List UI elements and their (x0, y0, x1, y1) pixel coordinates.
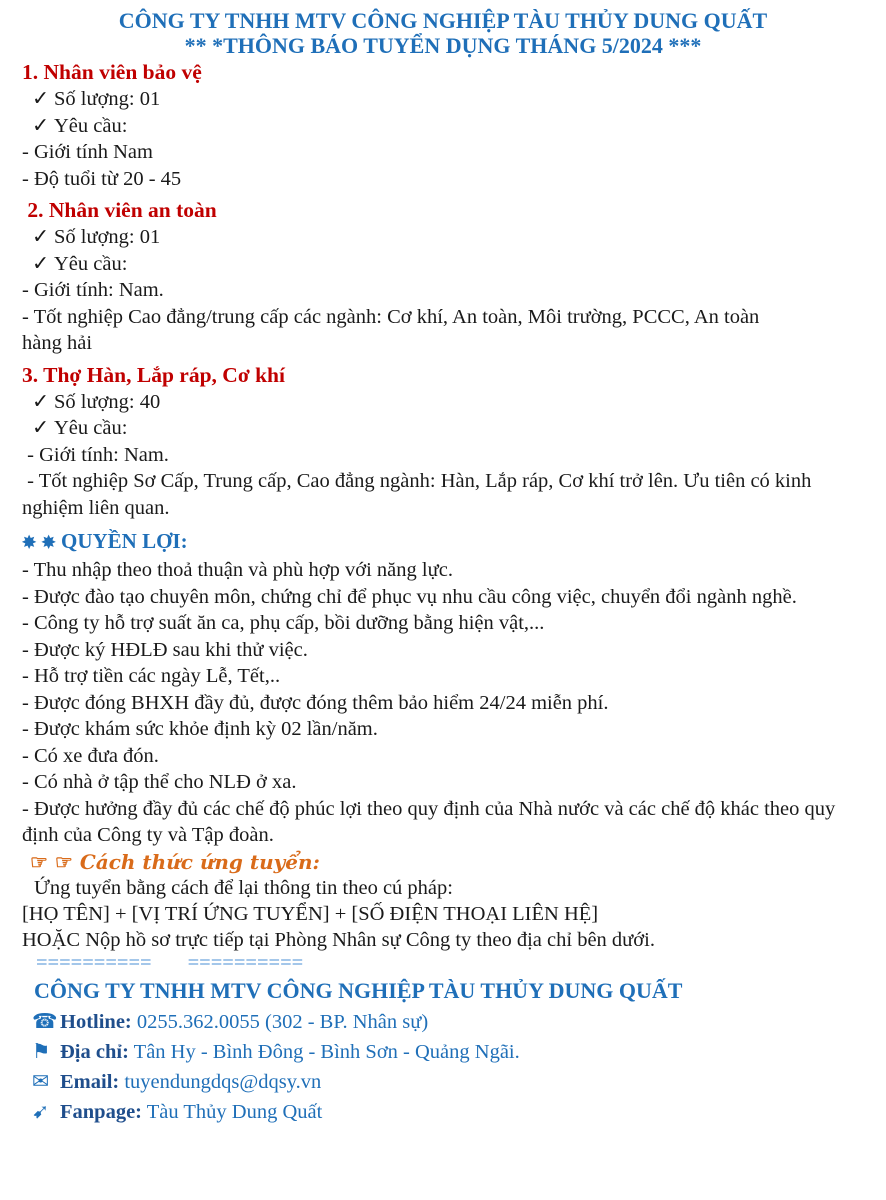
requirement: - Giới tính Nam (22, 141, 153, 163)
address-row (22, 1037, 886, 1067)
burst-icon: ✸ (41, 533, 56, 552)
pointing-hand-icon: ☞ (30, 849, 48, 874)
document-header (0, 0, 886, 58)
benefit-item: - Được ký HĐLĐ sau khi thử việc. (22, 638, 308, 661)
quantity: Số lượng: 01 (54, 88, 161, 110)
position-title: 2. Nhân viên an toàn (22, 198, 217, 222)
email-row (22, 1067, 886, 1097)
pointing-hand-icon: ☞ (54, 849, 73, 874)
quantity: Số lượng: 01 (54, 226, 161, 248)
requirement-label: Yêu cầu: (54, 114, 128, 137)
hotline-label: Hotline: (60, 1010, 132, 1033)
benefit-item: - Được khám sức khỏe định kỳ 02 lần/năm. (22, 718, 378, 740)
check-icon: ✓ (32, 226, 50, 248)
check-icon: ✓ (32, 88, 50, 110)
check-icon: ✓ (32, 417, 50, 439)
address-value: Tân Hy - Bình Đông - Bình Sơn - Quảng Ngãi. (133, 1040, 520, 1063)
benefit-item: - Được hưởng đầy đủ các chế độ phúc lợi theo quy định của Nhà nước và các chế độ khác theo quy định của Công ty và Tập đoàn. (22, 797, 836, 846)
notice-title: ** *THÔNG BÁO TUYỂN DỤNG THÁNG 5/2024 *** (184, 33, 702, 58)
footer-company-name: CÔNG TY TNHH MTV CÔNG NGHIỆP TÀU THỦY DUNG QUẤT (34, 977, 683, 1003)
fanpage-label: Fanpage: (60, 1100, 142, 1123)
apply-alternative: HOẶC Nộp hồ sơ trực tiếp tại Phòng Nhân sự Công ty theo địa chỉ bên dưới. (22, 928, 655, 951)
position-title: 1. Nhân viên bảo vệ (22, 60, 202, 84)
fanpage-row (22, 1097, 886, 1127)
footer-section (0, 975, 886, 1127)
benefit-item: - Hỗ trợ tiền các ngày Lễ, Tết,.. (22, 665, 281, 687)
benefit-item: - Được đóng BHXH đầy đủ, được đóng thêm bảo hiểm 24/24 miễn phí. (22, 691, 609, 714)
quantity: Số lượng: 40 (54, 390, 161, 413)
fanpage-value[interactable]: Tàu Thủy Dung Quất (146, 1100, 323, 1123)
phone-icon: ☎ (32, 1010, 58, 1033)
benefits-section (22, 527, 886, 849)
apply-instruction: Ứng tuyển bằng cách để lại thông tin theo cú pháp: (34, 876, 453, 899)
check-icon: ✓ (32, 390, 50, 413)
position-2 (22, 196, 886, 357)
document-body (0, 58, 886, 849)
requirement: - Tốt nghiệp Cao đẳng/trung cấp các ngành: Cơ khí, An toàn, Môi trường, PCCC, An toàn hàng hải (22, 305, 760, 354)
check-icon: ✓ (32, 252, 50, 275)
check-icon: ✓ (32, 114, 50, 137)
benefit-item: - Có nhà ở tập thể cho NLĐ ở xa. (22, 771, 297, 793)
apply-section (0, 849, 886, 973)
address-label: Địa chỉ: (60, 1040, 129, 1063)
email-label: Email: (60, 1070, 120, 1093)
apply-syntax: [HỌ TÊN] + [VỊ TRÍ ỨNG TUYỂN] + [SỐ ĐIỆN THOẠI LIÊN HỆ] (22, 902, 599, 925)
burst-icon: ✸ (22, 533, 37, 552)
requirement: - Giới tính: Nam. (22, 443, 169, 466)
mailbox-icon: ✉ (32, 1070, 50, 1093)
email-value[interactable]: tuyendungdqs@dqsy.vn (124, 1070, 322, 1093)
separator: ========== ========== (36, 951, 304, 974)
position-title: 3. Thợ Hàn, Lắp ráp, Cơ khí (22, 362, 285, 387)
bow-arrow-icon: ➹ (32, 1100, 50, 1123)
benefit-item: - Công ty hỗ trợ suất ăn ca, phụ cấp, bồi dưỡng bằng hiện vật,... (22, 612, 545, 634)
position-3 (22, 361, 886, 522)
requirement-label: Yêu cầu: (54, 252, 128, 275)
benefits-title: QUYỀN LỢI: (61, 529, 188, 553)
requirement: - Giới tính: Nam. (22, 279, 164, 301)
hotline-value[interactable]: 0255.362.0055 (302 - BP. Nhân sự) (136, 1010, 429, 1033)
benefit-item: - Thu nhập theo thoả thuận và phù hợp với năng lực. (22, 559, 453, 581)
apply-title: Cách thức ứng tuyển: (79, 849, 320, 874)
company-name: CÔNG TY TNHH MTV CÔNG NGHIỆP TÀU THỦY DUNG QUẤT (118, 8, 768, 33)
flag-icon: ⚑ (32, 1040, 51, 1063)
benefit-item: - Có xe đưa đón. (22, 744, 159, 767)
requirement: - Độ tuổi từ 20 - 45 (22, 167, 182, 190)
requirement-label: Yêu cầu: (54, 417, 128, 439)
benefit-item: - Được đào tạo chuyên môn, chứng chỉ để phục vụ nhu cầu công việc, chuyển đổi ngành nghề. (22, 585, 797, 608)
requirement: - Tốt nghiệp Sơ Cấp, Trung cấp, Cao đẳng ngành: Hàn, Lắp ráp, Cơ khí trở lên. Ưu tiên có kinh nghiệm liên quan. (22, 470, 817, 519)
position-1 (22, 58, 886, 192)
hotline-row (22, 1007, 886, 1037)
